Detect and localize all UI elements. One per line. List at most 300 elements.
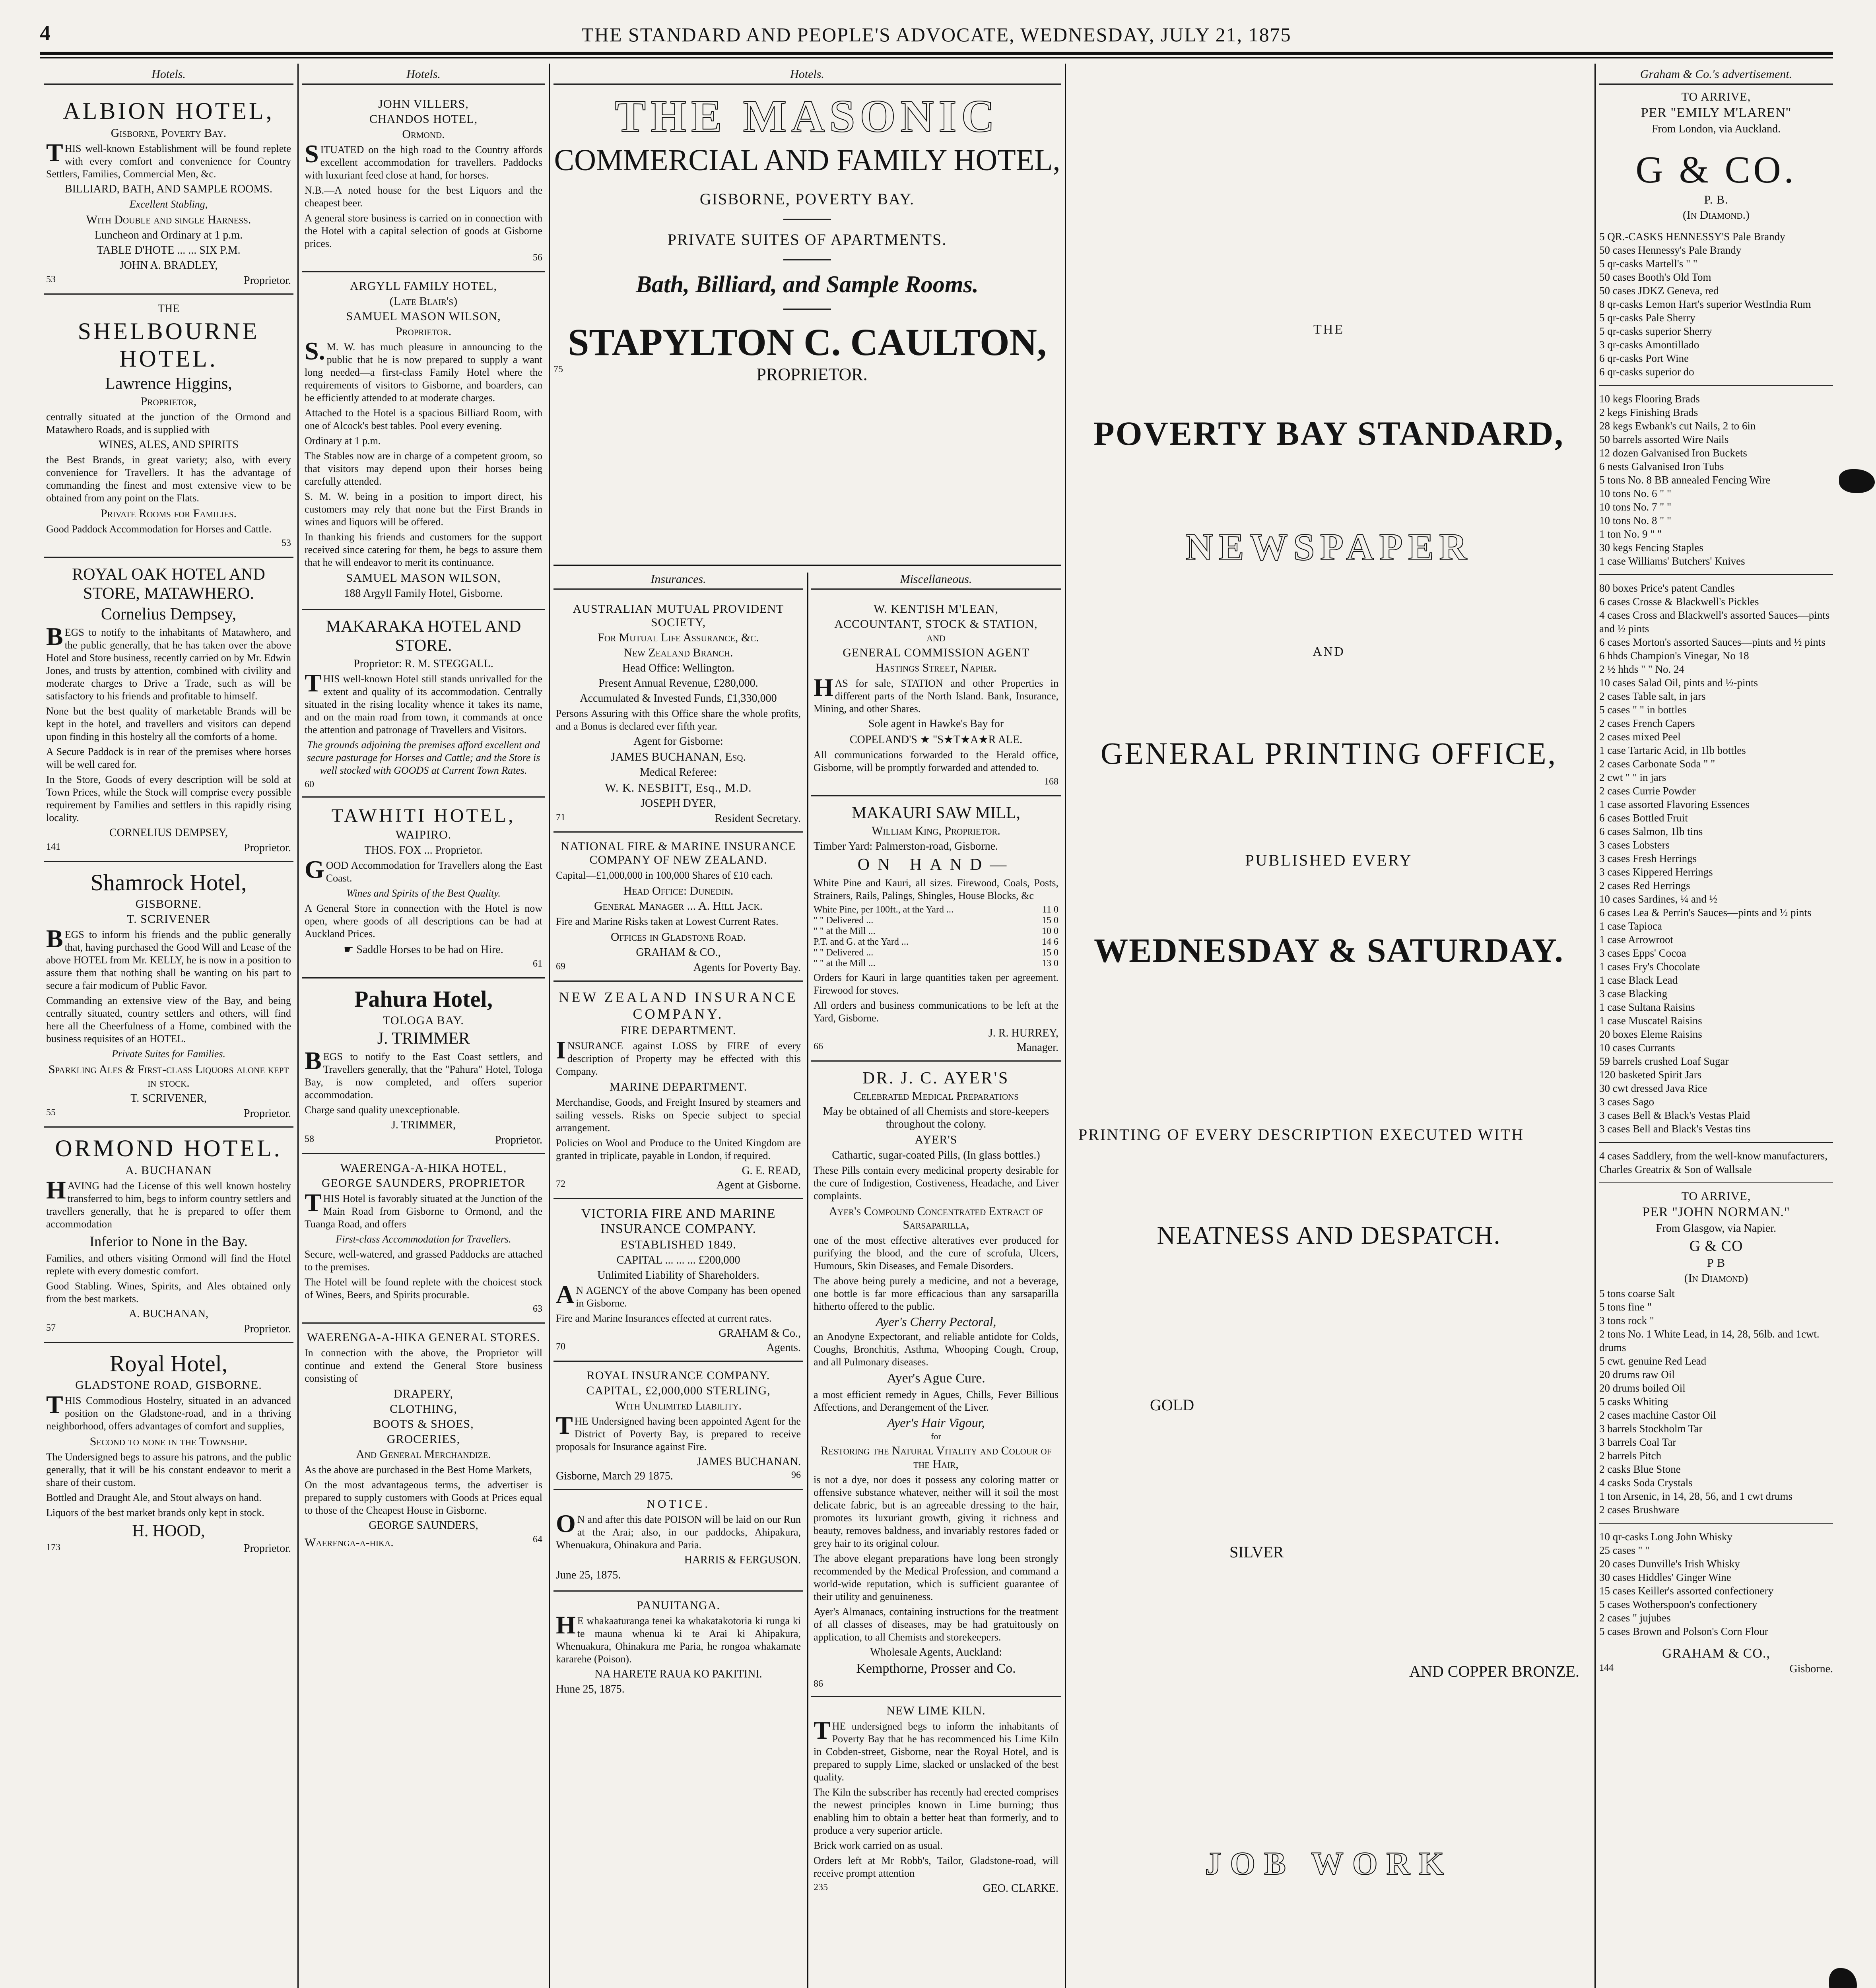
ad-line: Luncheon and Ordinary at 1 p.m. xyxy=(94,229,243,241)
goods-list-item: 120 basketed Spirit Jars xyxy=(1599,1069,1702,1081)
column-miscellaneous xyxy=(811,573,1061,1988)
goods-list-item: 2 cases Currie Powder xyxy=(1599,785,1696,797)
ad-title: NEW ZEALAND INSURANCE COMPANY. xyxy=(559,989,798,1022)
ad-body: Capital—£1,000,000 in 100,000 Shares of £10 each. xyxy=(556,870,773,881)
ad-tawhiti-hotel xyxy=(302,798,545,978)
ad-line: W. K. NESBITT, Esq., M.D. xyxy=(605,781,752,794)
ad-role: Proprietor. xyxy=(244,274,291,287)
divider xyxy=(783,219,831,220)
ad-signature: J. TRIMMER, xyxy=(391,1119,456,1131)
ad-panuitanga xyxy=(553,1592,803,1705)
ad-number: 75 xyxy=(553,364,563,375)
ad-line xyxy=(305,943,542,956)
divider xyxy=(783,309,831,310)
ad-name: W. KENTISH M'LEAN, xyxy=(874,602,998,615)
ad-body: In thanking his friends and customers for the support received since catering for them, he begs to assure them that he will endeavor to merit its continuance. xyxy=(305,531,542,568)
ship-name: PER "JOHN NORMAN." xyxy=(1642,1205,1790,1219)
ad-makaraka-hotel xyxy=(302,610,545,798)
ad-royal-hotel xyxy=(44,1343,293,1561)
goods-list-item: 5 cases Wotherspoon's confectionery xyxy=(1599,1598,1758,1610)
ad-subtitle: Celebrated Medical Preparations xyxy=(853,1089,1019,1103)
goods-list-hardware xyxy=(1599,392,1833,568)
goods-list-item: 1 ton No. 9 " " xyxy=(1599,528,1662,540)
ad-poverty-bay-standard xyxy=(1070,68,1587,1988)
ad-signature: CORNELIUS DEMPSEY, xyxy=(109,827,228,839)
ad-subtitle: Ayer's Cherry Pectoral, xyxy=(876,1314,996,1329)
masthead xyxy=(40,16,1833,48)
ad-body: Charge sand quality unexceptionable. xyxy=(305,1104,460,1116)
goods-list-item: 30 kegs Fencing Staples xyxy=(1599,542,1703,553)
ad-body: The Hotel will be found replete with the choicest stock of Wines, Beers, and Spirits procurable. xyxy=(305,1276,542,1301)
ad-title: VICTORIA FIRE AND MARINE INSURANCE COMPANY. xyxy=(581,1206,776,1236)
goods-list-item: 5 casks Whiting xyxy=(1599,1396,1668,1408)
goods-list-whisky xyxy=(1599,1530,1833,1638)
ad-line: Sparkling Ales & First-class Liquors alone kept in stock. xyxy=(48,1063,289,1089)
goods-list-item: 2 cases Carbonate Soda " " xyxy=(1599,758,1715,770)
ad-body: A general store business is carried on in connection with the Hotel with a capital selection of goods at Gisborne prices. xyxy=(305,212,542,249)
ad-body: THIS well-known Establishment will be found replete with every comfort and convenience for Country Settlers, Families, Commercial Men, &c. xyxy=(46,138,291,180)
ad-new-zealand-insurance xyxy=(553,982,803,1199)
ad-item: GROCERIES, xyxy=(386,1433,460,1446)
shipping-route: From London, via Auckland. xyxy=(1651,123,1781,135)
goods-list-stores xyxy=(1599,1287,1833,1516)
ad-body: THIS Hotel is favorably situated at the Junction of the Main Road from Gisborne to Ormond, and the Tuanga Road, and offers xyxy=(305,1188,542,1230)
ad-line: Second to none in the Township. xyxy=(89,1435,248,1448)
goods-list-item: 28 kegs Ewbank's cut Nails, 2 to 6in xyxy=(1599,420,1756,432)
column-rule xyxy=(297,64,299,1988)
ad-number: 70 xyxy=(556,1342,565,1352)
ad-title: MAKARAKA HOTEL AND STORE. xyxy=(326,617,521,655)
ad-signature: J. R. HURREY, xyxy=(988,1027,1058,1039)
price-row xyxy=(814,905,1058,915)
ad-number: 69 xyxy=(556,961,565,972)
column-insurances xyxy=(553,573,803,1988)
ad-signature: A. BUCHANAN, xyxy=(129,1308,208,1320)
ad-role: Proprietor: R. M. STEGGALL. xyxy=(353,658,493,670)
pointing-hand-icon: ☛ xyxy=(344,944,357,956)
ad-body: is not a dye, nor does it possess any coloring matter or offensive substance whatever, neither will it soil the most delicate fabric, but is an agreeable dressing to the hair, promotes its luxuriant growth, giving it richness and beauty, removes baldness, and invariably restores faded or grey hair to its original colour. xyxy=(814,1474,1058,1549)
divider xyxy=(1599,1523,1833,1524)
ad-line: CAPITAL, £2,000,000 STERLING, xyxy=(586,1384,771,1397)
ad-address: Hastings Street, Napier. xyxy=(875,661,997,674)
ad-subtitle: TOLOGA BAY. xyxy=(383,1014,464,1027)
ad-line: Accumulated & Invested Funds, £1,330,000 xyxy=(580,692,777,705)
ad-number: 57 xyxy=(46,1323,56,1333)
ad-new-lime-kiln xyxy=(811,1697,1061,1901)
ad-line: Head Office: Dunedin. xyxy=(623,884,734,897)
ad-line: TABLE D'HOTE ... ... SIX P.M. xyxy=(97,244,241,256)
column-graham-advertisement xyxy=(1599,68,1833,1988)
ad-body: All communications forwarded to the Herald office, Gisborne, will be promptly forwarded and attended to. xyxy=(814,749,1058,773)
ad-waerenga-hotel xyxy=(302,1154,545,1324)
ad-role: Agents for Poverty Bay. xyxy=(693,961,801,974)
column-rule xyxy=(549,64,550,1988)
ad-signature: GEORGE SAUNDERS, xyxy=(369,1519,478,1532)
divider xyxy=(1599,1142,1833,1143)
ad-role: Proprietor. xyxy=(244,1107,291,1120)
ad-subtitle: WAIPIRO. xyxy=(395,828,452,841)
ad-shelbourne-hotel xyxy=(44,295,293,558)
goods-saddlery: 4 cases Saddlery, from the well-know manufacturers, Charles Greatrix & Son of Wallsale xyxy=(1599,1150,1828,1175)
goods-list-item: 5 qr-casks superior Sherry xyxy=(1599,325,1712,337)
goods-list-item: 5 QR.-CASKS HENNESSY'S Pale Brandy xyxy=(1599,231,1785,243)
ad-role: Proprietor. xyxy=(244,1323,291,1335)
ad-body: S. M. W. being in a position to import direct, his customers may rely that none but the First Brands in wines and liquors will be offered. xyxy=(305,491,542,528)
ad-line: Cathartic, sugar-coated Pills, (In glass bottles.) xyxy=(832,1149,1040,1161)
goods-list-item: 2 barrels Pitch xyxy=(1599,1450,1661,1462)
ad-notice xyxy=(553,1490,803,1592)
ad-title: CHANDOS HOTEL, xyxy=(369,113,478,126)
goods-list-item: 2 cases machine Castor Oil xyxy=(1599,1409,1716,1421)
brand-note: (In Diamond) xyxy=(1684,1272,1748,1285)
ad-title: Shamrock Hotel, xyxy=(90,870,247,895)
goods-list-item: 5 tons fine " xyxy=(1599,1301,1652,1313)
goods-list-item: 5 qr-casks Martell's " " xyxy=(1599,258,1697,270)
ad-body: Fire and Marine Risks taken at Lowest Current Rates. xyxy=(556,916,779,927)
ad-body: GOOD Accommodation for Travellers along the East Coast. xyxy=(305,855,542,884)
ad-title: WAERENGA-A-HIKA GENERAL STORES. xyxy=(307,1331,540,1344)
ad-body: HE whakaaturanga tenei ka whakatakotoria ki runga ki te mauna whenua ki te Arai ki Ahipakura, Whenuakura, Ohinakura me Paria, he rongoa whakamate kararehe (Poison). xyxy=(556,1611,801,1665)
ad-subtitle: Ayer's Hair Vigour, xyxy=(887,1415,985,1430)
arrival-notice: TO ARRIVE, xyxy=(1681,1190,1751,1203)
brand-mark: G & CO xyxy=(1689,1238,1743,1254)
goods-list-item: 4 casks Soda Crystals xyxy=(1599,1477,1693,1489)
brand-initials: P. B. xyxy=(1704,193,1728,206)
ad-subtitle: Ayer's Ague Cure. xyxy=(887,1371,985,1386)
ad-amp-society xyxy=(553,595,803,833)
goods-list-item: 50 barrels assorted Wire Nails xyxy=(1599,433,1729,445)
price-row xyxy=(814,915,1058,926)
ad-item: BOOTS & SHOES, xyxy=(373,1417,474,1431)
goods-list-item: 1 cases Fry's Chocolate xyxy=(1599,961,1700,973)
goods-list-item: 3 cases Kippered Herrings xyxy=(1599,866,1713,878)
brand-mark: G & CO. xyxy=(1635,148,1797,191)
section-heading: Hotels. xyxy=(553,68,1061,85)
ad-title: MAKAURI SAW MILL, xyxy=(851,804,1021,822)
goods-list-item: 1 case Muscatel Raisins xyxy=(1599,1015,1702,1027)
ad-body: The above elegant preparations have long been strongly recommended by the Medical Profession, and command a world-wide reputation, which is sufficient guarantee of their utility and genuineness. xyxy=(814,1553,1058,1602)
ad-body: These Pills contain every medicinal property desirable for the cure of Indigestion, Costiveness, Headache, and Liver complaints. xyxy=(814,1165,1058,1202)
goods-list-item: 8 qr-casks Lemon Hart's superior WestIndia Rum xyxy=(1599,298,1811,310)
masthead-rule-thin xyxy=(40,57,1833,58)
goods-list-item: 12 dozen Galvanised Iron Buckets xyxy=(1599,447,1747,459)
ad-number: 53 xyxy=(282,538,291,548)
ad-line: WINES, ALES, AND SPIRITS xyxy=(98,439,239,451)
goods-list-item: 2 cwt " " in jars xyxy=(1599,771,1666,783)
ad-title: Pahura Hotel, xyxy=(354,986,493,1012)
ad-number: 53 xyxy=(46,274,56,285)
ad-number: 141 xyxy=(46,842,60,852)
brand-note: (In Diamond.) xyxy=(1682,208,1750,221)
ad-body: All orders and business communications to be left at the Yard, Gisborne. xyxy=(814,1000,1058,1024)
ad-body: In connection with the above, the Proprietor will continue and extend the General Store business consisting of xyxy=(305,1347,542,1384)
goods-list-item: 25 cases " " xyxy=(1599,1544,1650,1556)
ad-number: 55 xyxy=(46,1107,56,1118)
ad-line: First-class Accommodation for Travellers. xyxy=(336,1233,511,1245)
price-value: 15 0 xyxy=(1042,947,1058,958)
ad-name: T. SCRIVENER xyxy=(127,912,210,926)
ad-line: PRIVATE SUITES OF APARTMENTS. xyxy=(667,231,947,248)
price-value: 10 0 xyxy=(1042,926,1058,936)
ad-role: Proprietor. xyxy=(244,842,291,854)
ad-subtitle: ESTABLISHED 1849. xyxy=(620,1238,736,1251)
ad-name: JOHN VILLERS, xyxy=(378,97,469,111)
goods-list-item: 30 cwt dressed Java Rice xyxy=(1599,1082,1707,1094)
price-item: " " at the Mill ... xyxy=(814,958,876,969)
std-gold: GOLD xyxy=(1150,1396,1194,1414)
ad-ayers-preparations xyxy=(811,1062,1061,1697)
goods-list-item: 3 barrels Coal Tar xyxy=(1599,1436,1676,1448)
ad-title: ROYAL INSURANCE COMPANY. xyxy=(586,1369,770,1382)
goods-list-item: 5 cases " " in bottles xyxy=(1599,704,1687,716)
ad-name: A. BUCHANAN xyxy=(125,1164,212,1177)
ad-waerenga-stores xyxy=(302,1324,545,1557)
goods-list-item: 1 case Tartaric Acid, in 1lb bottles xyxy=(1599,744,1746,756)
section-heading: Graham & Co.'s advertisement. xyxy=(1599,68,1833,85)
column-rule xyxy=(807,573,808,1988)
ad-shamrock-hotel xyxy=(44,862,293,1128)
ad-signature: GEO. CLARKE. xyxy=(983,1882,1058,1895)
ad-name: SAMUEL MASON WILSON, xyxy=(346,310,501,323)
ad-title: NOTICE. xyxy=(647,1497,710,1510)
column-hotels-2 xyxy=(302,68,545,1988)
goods-list-item: 6 hhds Champion's Vinegar, No 18 xyxy=(1599,650,1749,662)
ad-royal-insurance xyxy=(553,1362,803,1490)
goods-list-item: 10 cases Currants xyxy=(1599,1042,1675,1054)
goods-list-groceries xyxy=(1599,581,1833,1136)
ad-number: 60 xyxy=(305,779,314,790)
goods-list-item: 3 cases Lobsters xyxy=(1599,839,1670,851)
ad-number: 173 xyxy=(46,1542,60,1553)
ad-line: AND xyxy=(926,633,946,643)
shipping-route: From Glasgow, via Napier. xyxy=(1656,1222,1777,1235)
goods-list-item: 10 cases Salad Oil, pints and ½-pints xyxy=(1599,677,1758,689)
price-item: " " at the Mill ... xyxy=(814,926,876,936)
ad-body: The Undersigned begs to assure his patrons, and the public generally, that it will be his constant endeavor to merit a share of their custom. xyxy=(46,1451,291,1488)
goods-list-item: 3 qr-casks Amontillado xyxy=(1599,339,1699,351)
ad-body: centrally situated at the junction of the Ormond and Matawhero Roads, and is supplied with xyxy=(46,411,291,435)
ad-role: Agents. xyxy=(766,1342,801,1354)
ad-line: Excellent Stabling, xyxy=(129,198,208,210)
ad-body: THE undersigned begs to inform the inhabitants of Poverty Bay that he has recommenced his Lime Kiln in Cobden-street, Gisborne, near the Royal Hotel, and is prepared to supply Lime, slacked or unslacked of the best quality. xyxy=(814,1716,1058,1783)
ad-number: 56 xyxy=(533,252,542,263)
ad-title: ARGYLL FAMILY HOTEL, xyxy=(350,280,497,293)
price-value: 11 0 xyxy=(1042,905,1058,915)
ad-body: White Pine and Kauri, all sizes. Firewood, Coals, Posts, Strainers, Rails, Palings, Shingles, House Blocks, &c xyxy=(814,877,1058,901)
ad-number: 58 xyxy=(305,1134,314,1144)
ad-subtitle: COMMERCIAL AND FAMILY HOTEL, xyxy=(554,144,1060,177)
std-days: WEDNESDAY & SATURDAY. xyxy=(1094,931,1564,969)
std-title: POVERTY BAY STANDARD, xyxy=(1093,414,1564,452)
ink-blot-icon xyxy=(1829,1968,1857,1988)
goods-list-item: 2 cases Red Herrings xyxy=(1599,879,1690,891)
ad-signature: H. HOOD, xyxy=(132,1522,205,1540)
std-office: GENERAL PRINTING OFFICE, xyxy=(1100,736,1558,771)
ad-line: Private Suites for Families. xyxy=(112,1048,225,1060)
ad-body: HAVING had the License of this well known hostelry transferred to him, begs to inform country settlers and travellers generally, that he is prepared to offer them accommodation xyxy=(46,1176,291,1230)
std-published: PUBLISHED EVERY xyxy=(1245,851,1413,869)
ad-date: Hune 25, 1875. xyxy=(556,1683,625,1695)
ad-body: In the Store, Goods of every description will be sold at Town Prices, while the Stock will comprise every possible requirement by Families and settlers in this rapidly rising locality. xyxy=(46,774,291,823)
goods-list-item: 6 cases Salmon, 1lb tins xyxy=(1599,825,1703,837)
price-item: White Pine, per 100ft., at the Yard ... xyxy=(814,905,954,915)
ad-body: Liquors of the best market brands only kept in stock. xyxy=(46,1507,264,1518)
ad-body: As the above are purchased in the Best Home Markets, xyxy=(305,1464,532,1475)
goods-list-item: 2 cases mixed Peel xyxy=(1599,731,1681,743)
ad-title: SHELBOURNE HOTEL. xyxy=(78,318,260,372)
ad-number: 235 xyxy=(814,1882,828,1893)
ad-body: Policies on Wool and Produce to the United Kingdom are granted in triplicate, payable in London, if required. xyxy=(556,1137,801,1161)
goods-list-item: 2 ½ hhds " " No. 24 xyxy=(1599,663,1685,675)
std-copper: AND COPPER BRONZE. xyxy=(1409,1662,1579,1680)
goods-list-item: 50 cases Booth's Old Tom xyxy=(1599,271,1711,283)
ad-role: Proprietor. xyxy=(395,325,452,338)
section-rule xyxy=(553,565,1061,566)
price-item: " " Delivered ... xyxy=(814,915,874,926)
ad-line: THE xyxy=(157,303,180,315)
divider xyxy=(783,259,831,260)
ad-masonic-hotel xyxy=(553,68,1061,569)
ad-subtitle: GLADSTONE ROAD, GISBORNE. xyxy=(75,1378,262,1392)
ad-body: the Best Brands, in great variety; also, with every convenience for Travellers. It has the advantage of commanding the finest and most extensive view to be obtained from any point on the Flats. xyxy=(46,454,291,504)
ad-line: Medical Referee: xyxy=(640,766,717,779)
ad-subtitle: Ormond. xyxy=(402,128,445,141)
goods-list-item: 10 tons No. 8 " " xyxy=(1599,514,1672,526)
ad-title: ACCOUNTANT, STOCK & STATION, xyxy=(834,617,1038,631)
ad-title: PANUITANGA. xyxy=(637,1599,720,1612)
ad-body: The Stables now are in charge of a competent groom, so that visitors may depend upon their horses being carefully attended. xyxy=(305,450,542,487)
std-silver: SILVER xyxy=(1229,1543,1284,1561)
ad-line: Sole agent in Hawke's Bay for xyxy=(868,718,1004,730)
ad-body: BEGS to inform his friends and the public generally that, having purchased the Good Will and Lease of the above HOTEL from Mr. KELLY, he is now in a position to assure them that nothing shall be wanting on his part to secure a fair modicum of Public Favor. xyxy=(46,924,291,991)
ad-line: Inferior to None in the Bay. xyxy=(89,1233,248,1249)
goods-list-item: 3 tons rock " xyxy=(1599,1314,1654,1326)
goods-list-item: 20 boxes Eleme Raisins xyxy=(1599,1028,1702,1040)
goods-list-item: 15 cases Keiller's assorted confectionery xyxy=(1599,1585,1774,1597)
ad-line: With Unlimited Liability. xyxy=(615,1399,742,1412)
ad-line: ON HAND— xyxy=(857,856,1015,874)
ad-line: Unlimited Liability of Shareholders. xyxy=(597,1269,759,1281)
goods-list-item: 3 cases Bell & Black's Vestas Plaid xyxy=(1599,1109,1750,1121)
column-hotels-1 xyxy=(44,68,293,1988)
ad-role: Proprietor, xyxy=(140,395,197,408)
goods-list-item: 20 drums boiled Oil xyxy=(1599,1382,1686,1394)
ad-line: BILLIARD, BATH, AND SAMPLE ROOMS. xyxy=(65,183,272,195)
divider xyxy=(1599,574,1833,575)
ad-body: BEGS to notify to the inhabitants of Matawhero, and the public generally, that he has taken over the above Hotel and Store business, recently carried on by Mr. Edwin Jones, and trusts by attention, combined with civility and moderate charges to Drive a Trade, such as will be satisfactory to his friends and profitable to himself. xyxy=(46,622,291,702)
ad-role: Proprietor. xyxy=(244,1542,291,1555)
ad-signature: NA HARETE RAUA KO PAKITINI. xyxy=(594,1668,762,1680)
ad-line: Present Annual Revenue, £280,000. xyxy=(598,677,758,689)
ad-body: Fire and Marine Insurances effected at current rates. xyxy=(556,1312,772,1324)
goods-list-spirits xyxy=(1599,230,1833,379)
section-heading: Hotels. xyxy=(302,68,545,85)
section-heading: Hotels. xyxy=(44,68,293,85)
goods-list-item: 50 cases JDKZ Geneva, red xyxy=(1599,285,1719,297)
section-heading: Miscellaneous. xyxy=(811,573,1061,590)
ad-body: Good Paddock Accommodation for Horses and Cattle. xyxy=(46,523,272,535)
goods-list-item: 6 cases Morton's assorted Sauces—pints and ½ pints xyxy=(1599,636,1826,648)
price-row xyxy=(814,926,1058,937)
ad-body: THIS Commodious Hostelry, situated in an advanced position on the Gladstone-road, and in a thriving neighborhood, offers advantages of comfort and supplies, xyxy=(46,1390,291,1432)
ad-body: A Secure Paddock is in rear of the premises where horses will be well cared for. xyxy=(46,746,291,770)
price-value: 15 0 xyxy=(1042,915,1058,926)
ad-number: 61 xyxy=(533,959,542,969)
ad-body: Brick work carried on as usual. xyxy=(814,1840,943,1851)
ad-national-insurance xyxy=(553,833,803,982)
goods-list-item: 6 qr-casks superior do xyxy=(1599,366,1694,378)
ad-body: S.M. W. has much pleasure in announcing to the public that he is now prepared to supply a want long needed—a first-class Family Hotel where the requirements of visitors to Gisborne, and boarders, can be efficiently attended to at moderate charges. xyxy=(305,337,542,404)
goods-list-item: 6 cases Bottled Fruit xyxy=(1599,812,1688,824)
goods-list-item: 20 cases Dunville's Irish Whisky xyxy=(1599,1558,1740,1570)
ad-signature: GRAHAM & Co., xyxy=(719,1327,801,1340)
goods-list-item: 10 qr-casks Long John Whisky xyxy=(1599,1531,1732,1543)
std-job-work: JOB WORK xyxy=(1205,1845,1453,1881)
goods-list-item: 5 cwt. genuine Red Lead xyxy=(1599,1355,1707,1367)
ad-signature: JOHN A. BRADLEY, xyxy=(119,259,218,272)
ad-role: THOS. FOX ... Proprietor. xyxy=(364,844,483,856)
goods-list-item: 59 barrels crushed Loaf Sugar xyxy=(1599,1055,1729,1067)
std-neatness: NEATNESS AND DESPATCH. xyxy=(1157,1221,1501,1249)
ad-line: Private Rooms for Families. xyxy=(100,507,237,520)
goods-list-item: 3 cases Epps' Cocoa xyxy=(1599,947,1686,959)
ad-number: 63 xyxy=(533,1304,542,1314)
ad-subtitle: FIRE DEPARTMENT. xyxy=(620,1024,736,1037)
ad-number: 66 xyxy=(814,1041,823,1052)
ad-title: THE MASONIC xyxy=(615,91,1000,142)
ad-subtitle: MARINE DEPARTMENT. xyxy=(609,1080,748,1093)
goods-list-item: 4 cases Cross and Blackwell's assorted Sauces—pints and ½ pints xyxy=(1599,609,1830,635)
ad-makauri-saw-mill xyxy=(811,796,1061,1062)
divider xyxy=(1599,1182,1833,1183)
std-the: THE xyxy=(1313,322,1345,337)
goods-list-item: 1 case Tapioca xyxy=(1599,920,1662,932)
price-item: P.T. and G. at the Yard ... xyxy=(814,937,909,947)
masthead-rule xyxy=(40,52,1833,55)
ad-body: Secure, well-watered, and grassed Paddocks are attached to the premises. xyxy=(305,1248,542,1273)
ad-line: Kempthorne, Prosser and Co. xyxy=(856,1661,1016,1676)
ad-title: Royal Hotel, xyxy=(109,1351,228,1376)
goods-list-item: 5 cases Brown and Polson's Corn Flour xyxy=(1599,1625,1768,1637)
goods-list-item: 6 cases Crosse & Blackwell's Pickles xyxy=(1599,596,1759,608)
price-row xyxy=(814,958,1058,969)
ad-title: AUSTRALIAN MUTUAL PROVIDENT SOCIETY, xyxy=(573,602,784,629)
ad-line: New Zealand Branch. xyxy=(623,646,733,659)
goods-list-item: 2 cases Brushware xyxy=(1599,1504,1679,1516)
ad-title: DR. J. C. AYER'S xyxy=(862,1069,1010,1087)
ad-line: Offices in Gladstone Road. xyxy=(610,930,746,944)
ad-role: Proprietor. xyxy=(495,1134,542,1146)
price-list xyxy=(814,905,1058,969)
ad-title: NEW LIME KILN. xyxy=(886,1704,986,1717)
goods-list-item: 3 cases Sago xyxy=(1599,1096,1654,1108)
ad-item: DRAPERY, xyxy=(393,1387,453,1400)
goods-list-item: 1 case Black Lead xyxy=(1599,974,1678,986)
goods-list-item: 10 cases Sardines, ¼ and ½ xyxy=(1599,893,1717,905)
ad-number: 71 xyxy=(556,812,565,823)
ad-body: The grounds adjoining the premises afford excellent and secure pasturage for Horses and Cattle; and the Store is well stocked with GOODS at Current Town Rates. xyxy=(307,739,540,776)
price-value: 14 6 xyxy=(1042,937,1058,947)
ad-ormond-hotel xyxy=(44,1128,293,1343)
ad-subtitle: (Late Blair's) xyxy=(389,295,458,308)
ad-albion-hotel xyxy=(44,90,293,295)
goods-list-item: 10 tons No. 7 " " xyxy=(1599,501,1672,513)
ad-role: PROPRIETOR. xyxy=(756,365,868,384)
page-number: 4 xyxy=(40,21,50,45)
ad-body: On the most advantageous terms, the advertiser is prepared to supply customers with Goods at Prices equal to those of the Cheapest House in Gisborne. xyxy=(305,1479,542,1516)
ad-body: Good Stabling. Wines, Spirits, and Ales obtained only from the best markets. xyxy=(46,1280,291,1305)
ad-title: ORMOND HOTEL. xyxy=(55,1135,282,1161)
